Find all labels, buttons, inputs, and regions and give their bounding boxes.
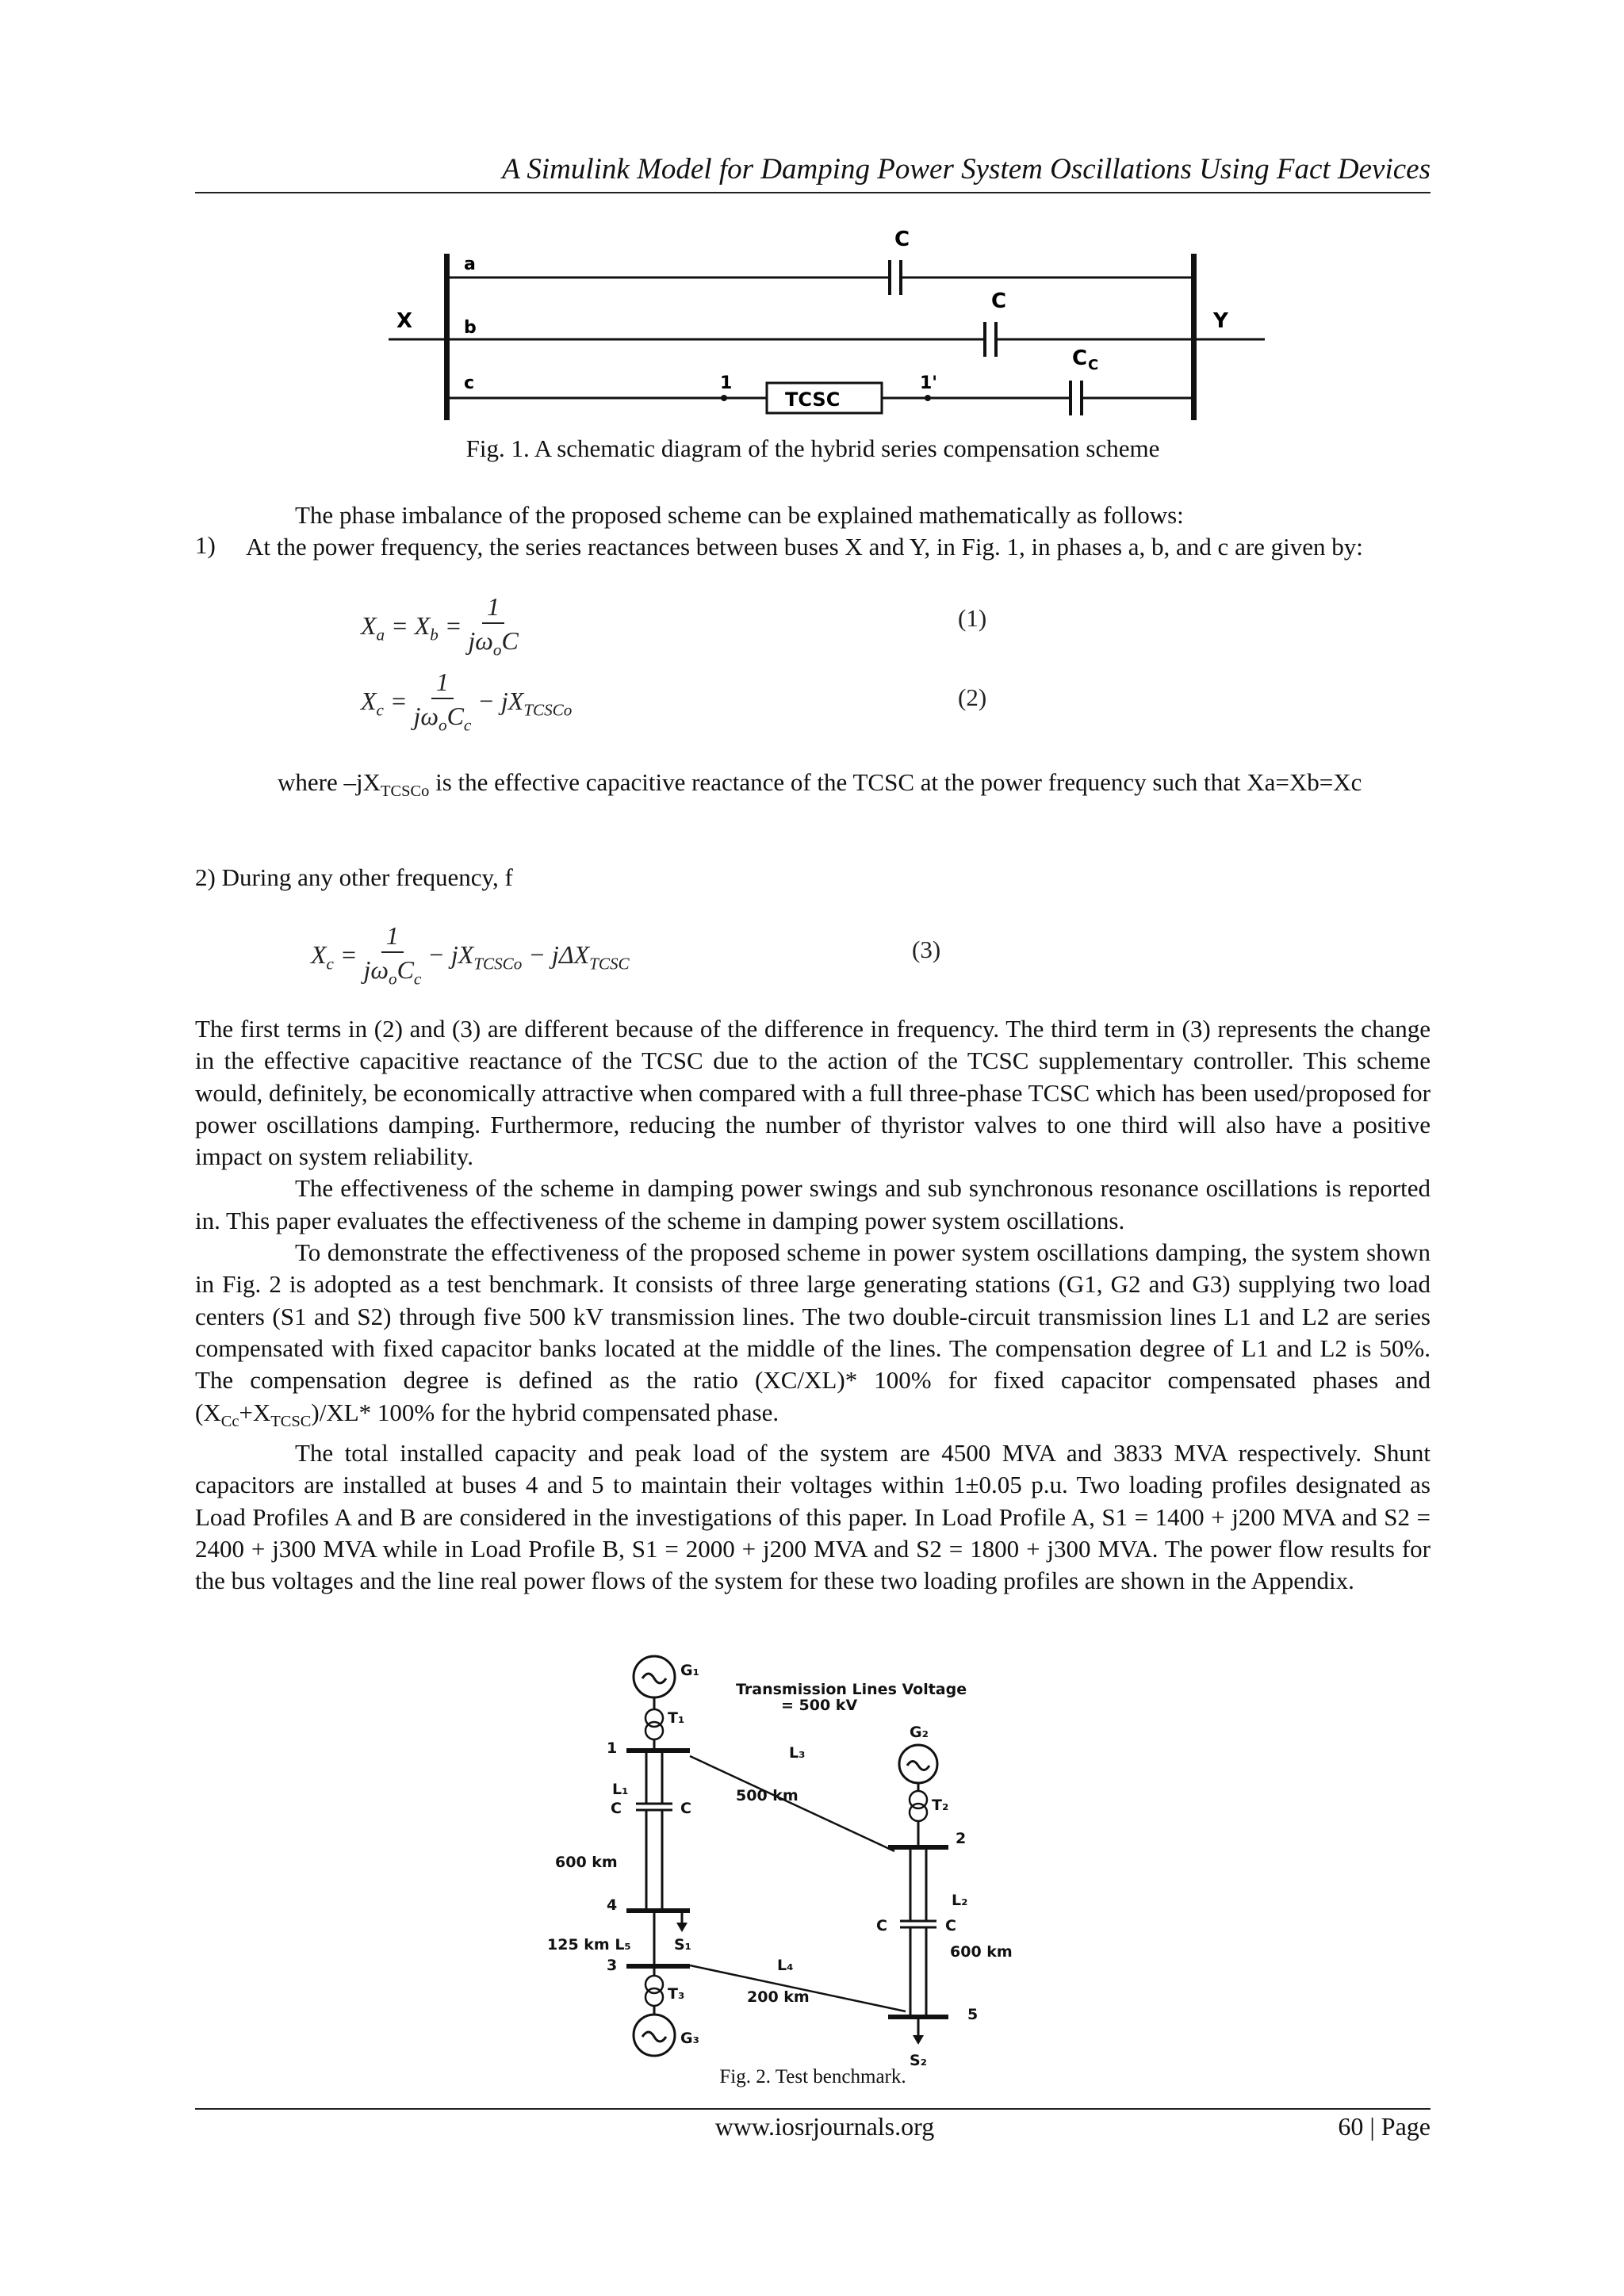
paragraph-3-sub1: Cc — [220, 1412, 239, 1430]
phase-a-label: a — [464, 254, 476, 274]
equation-3-number: (3) — [912, 936, 941, 963]
bus-1-label: 1 — [607, 1739, 618, 1757]
generator-g2-sine — [907, 1762, 929, 1770]
footer-rule — [195, 2108, 1431, 2110]
equation-2: $X_c$ = $\frac{1}{j\omega_oC_c}$ − $jX_{TCSCo}$ — [361, 668, 573, 735]
list-item-1 — [246, 531, 1431, 563]
l2-label: L₂ — [952, 1892, 968, 1909]
bus-3-label: 3 — [607, 1957, 618, 1974]
paragraph-2: The effectiveness of the scheme in damping power swings and sub synchronous resonance oscillations is reported in. This paper evaluates the effectiveness of the scheme in damping power system oscillations. — [195, 1174, 1431, 1234]
cap-l2-left-label: C — [876, 1917, 887, 1934]
l4-length-label: 200 km — [747, 1988, 810, 2006]
running-header: A Simulink Model for Damping Power System Oscillations Using Fact Devices — [502, 153, 1431, 186]
body-text — [195, 1013, 1431, 1598]
equation-2-number: (2) — [958, 683, 987, 711]
transformer-t1-coil — [645, 1722, 663, 1739]
paragraph-4: The total installed capacity and peak load of the system are 4500 MVA and 3833 MVA respectively. Shunt capacitors are installed at buses 4 and 5 to maintain their voltages within 1±0.05 p.u. Two loading profiles designated as Load Profiles A and B are considered in the investigations of this paper. In Load Profile A, S1 = 1400 + j200 MVA and S2 = 2400 + j300 MVA while in Load Profile B, S1 = 2000 + j200 MVA and S2 = 1800 + j300 MVA. The power flow results for the bus voltages and the line real power flows of the system for these two loading profiles are shown in the Appendix. — [195, 1439, 1431, 1595]
bus-bar-y — [1191, 254, 1197, 420]
cap-a-label: C — [894, 228, 910, 251]
equation-3: $X_c$ = $\frac{1}{j\omega_oC_c}$ − $jX_{TCSCo} - j\Delta X_{TCSC}$ — [311, 921, 630, 989]
transformer-t2-coil — [910, 1804, 927, 1821]
node-1p-dot — [925, 395, 931, 401]
list-item-1-text: At the power frequency, the series reactances between buses X and Y, in Fig. 1, in phases a, b, and c are given by: — [246, 533, 1363, 561]
bus-5 — [888, 2015, 948, 2019]
t1-label: T₁ — [668, 1709, 685, 1727]
footer-page-number: 60 | Page — [1338, 2112, 1431, 2141]
paragraph-3-sub2: TCSC — [270, 1412, 312, 1430]
fig2-title-line1: Transmission Lines Voltage — [736, 1681, 967, 1698]
g2-label: G₂ — [910, 1724, 929, 1741]
cap-c-subscript: C — [1088, 357, 1099, 373]
where-text-sub: TCSCo — [380, 783, 430, 801]
bus-2-label: 2 — [956, 1830, 967, 1847]
figure-2-caption: Fig. 2. Test benchmark. — [719, 2066, 906, 2087]
equation-1-number: (1) — [958, 604, 987, 632]
bus-x-label: X — [396, 309, 413, 333]
paragraph-3-c: )/XL* 100% for the hybrid compensated phase. — [311, 1398, 779, 1426]
l3-label: L₃ — [789, 1744, 806, 1762]
where-paragraph — [195, 767, 1431, 807]
cap-l2-right-label: C — [945, 1917, 956, 1934]
bus-4-label: 4 — [607, 1896, 618, 1914]
cap-l1-right-label: C — [680, 1800, 691, 1817]
where-text-b: is the effective capacitive reactance of the TCSC at the power frequency such that Xa=Xb=Xc — [429, 768, 1362, 796]
cap-l1-left-label: C — [611, 1800, 622, 1817]
l1-length-label: 600 km — [555, 1854, 618, 1871]
footer-url[interactable]: www.iosrjournals.org — [714, 2112, 935, 2141]
generator-g1-sine — [642, 1674, 666, 1683]
load-s2-arrow — [913, 2035, 924, 2045]
paragraph-3 — [195, 1237, 1431, 1437]
l1-label: L₁ — [612, 1781, 629, 1798]
node-1p-label: 1' — [920, 373, 938, 393]
phase-b-label: b — [464, 318, 477, 338]
list-item-1-number: 1) — [195, 531, 216, 559]
cap-b-label: C — [991, 289, 1007, 313]
phase-c-label: c — [464, 373, 475, 393]
header-rule — [195, 192, 1431, 193]
fig2-title-line2: = 500 kV — [781, 1697, 858, 1714]
bus-1 — [626, 1748, 690, 1753]
figure-1-schematic — [381, 222, 1277, 436]
list-item-2-text: 2) During any other frequency, f — [195, 863, 513, 891]
t2-label: T₂ — [932, 1797, 949, 1814]
intro-text: The phase imbalance of the proposed scheme can be explained mathematically as follows: — [295, 501, 1184, 529]
load-s1-arrow — [676, 1923, 688, 1932]
figure-1-caption: Fig. 1. A schematic diagram of the hybrid series compensation scheme — [465, 434, 1160, 462]
l4-label: L₄ — [777, 1957, 794, 1974]
paragraph-3-b: +X — [239, 1398, 271, 1426]
bus-5-label: 5 — [967, 2006, 979, 2023]
cap-c-label: C — [1072, 346, 1088, 370]
bus-y-label: Y — [1213, 309, 1228, 333]
where-text-a: where –jX — [278, 768, 381, 796]
equation-3-numerator: 1 — [381, 920, 404, 953]
equation-2-numerator: 1 — [431, 666, 454, 699]
generator-g3-sine — [642, 2032, 666, 2042]
s2-label: S₂ — [910, 2052, 928, 2069]
l2-length-label: 600 km — [950, 1943, 1013, 1961]
l3-length-label: 500 km — [736, 1787, 799, 1804]
bus-2 — [888, 1845, 948, 1850]
s1-label: S₁ — [674, 1936, 692, 1954]
node-1-label: 1 — [720, 373, 733, 393]
intro-paragraph — [195, 499, 1431, 531]
bus-4 — [626, 1908, 690, 1913]
list-item-2 — [195, 862, 1431, 894]
t3-label: T₃ — [668, 1985, 685, 2003]
l5-length-label: 125 km L₅ — [547, 1936, 631, 1954]
bus-3 — [626, 1964, 690, 1969]
transformer-t3-coil — [645, 1988, 663, 2006]
bus-bar-x — [444, 254, 450, 420]
equation-1: $X_a = X_b$ = $\frac{1}{j\omega_oC}$ — [361, 592, 519, 660]
paragraph-3-a: To demonstrate the effectiveness of the proposed scheme in power system oscillations damping, the system shown in Fig. 2 is adopted as a test benchmark. It consists of three large generating stations (G1, G2 and G3) supplying two load centers (S1 and S2) through five 500 kV transmission lines. The two double-circuit transmission lines L1 and L2 are series compensated with fixed capacitor banks located at the middle of the lines. The compensation degree of L1 and L2 is 50%. The compensation degree is defined as the ratio (XC/XL)* 100% for fixed capacitor compensated phases and (X — [195, 1238, 1431, 1426]
node-1-dot — [721, 395, 727, 401]
equation-1-numerator: 1 — [482, 591, 504, 624]
paragraph-1: The first terms in (2) and (3) are different because of the difference in frequency. The third term in (3) represents the change in the effective capacitive reactance of the TCSC due to the action of the TCSC supplementary controller. This scheme would, definitely, be economically attractive when compared with a full three-phase TCSC which has been used/proposed for power oscillations damping. Furthermore, reducing the number of thyristor valves to one third will also have a positive impact on system reliability. — [195, 1015, 1431, 1171]
g1-label: G₁ — [680, 1662, 699, 1679]
figure-2-benchmark — [539, 1653, 1015, 2081]
tcsc-label: TCSC — [785, 388, 841, 411]
g3-label: G₃ — [680, 2030, 699, 2047]
